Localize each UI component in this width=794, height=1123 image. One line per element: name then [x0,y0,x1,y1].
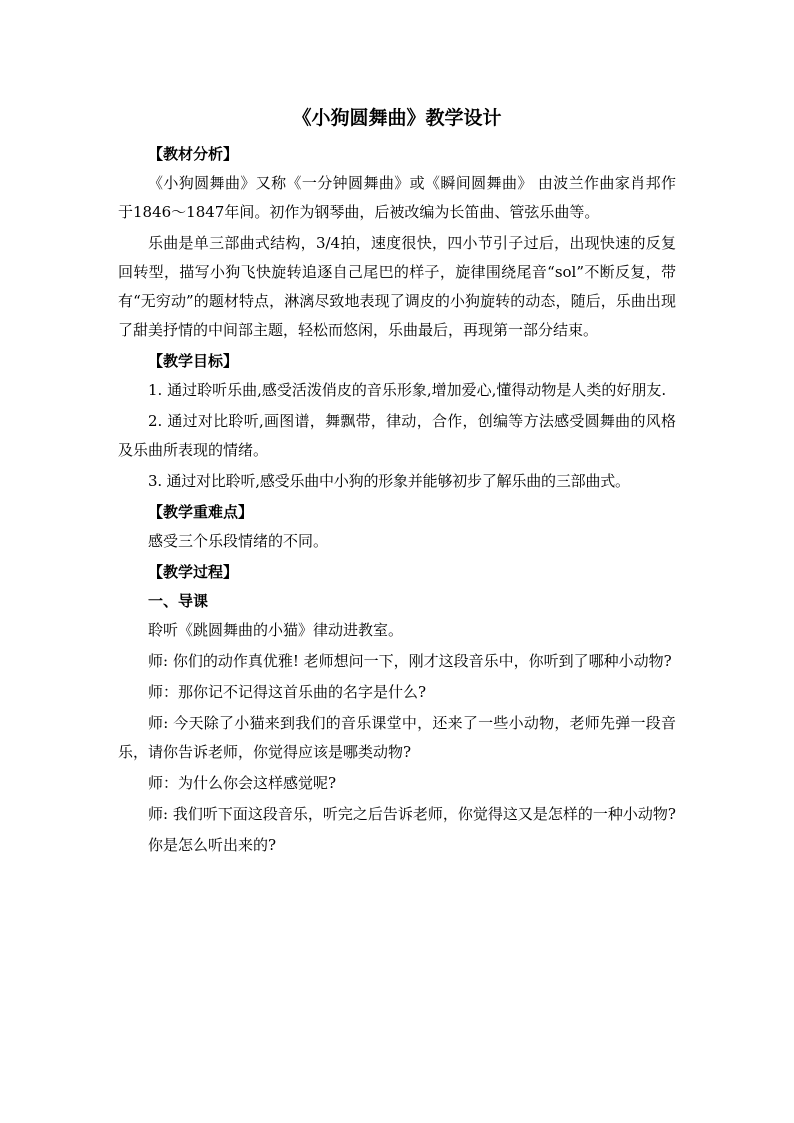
process-line: 聆听《跳圆舞曲的小猫》律动进教室。 [148,621,404,639]
goal-item-1: 1. 通过聆听乐曲,感受活泼俏皮的音乐形象,增加爱心,懂得动物是人类的好朋友. [148,381,667,399]
process-line: 师: 我们听下面这段音乐，听完之后告诉老师，你觉得这又是怎样的一种小动物? [148,805,676,823]
process-line: 师: 你们的动作真优雅! 老师想问一下，刚才这段音乐中，你听到了哪种小动物? [148,652,672,670]
document-title: 《小狗圆舞曲》教学设计 [292,107,502,129]
section-goals [118,347,676,496]
process-subheading-intro: 一、导课 [148,592,209,610]
key-points-text: 感受三个乐段情绪的不同。 [148,532,329,550]
section-heading-goals: 【教学目标】 [148,352,239,370]
analysis-paragraph-1: 《小狗圆舞曲》又称《一分钟圆舞曲》或《瞬间圆舞曲》 由波兰作曲家肖邦作于1846～1847年间。初作为钢琴曲，后被改编为长笛曲、管弦乐曲等。 [118,174,676,221]
section-heading-key-points: 【教学重难点】 [148,503,254,521]
goal-item-2: 2. 通过对比聆听,画图谱，舞飘带，律动，合作，创编等方法感受圆舞曲的风格及乐曲所表现的情绪。 [118,412,676,459]
document-body [118,104,676,862]
section-analysis [118,140,676,345]
section-key-points [118,498,676,556]
process-line: 师: 今天除了小猫来到我们的音乐课堂中，还来了一些小动物，老师先弹一段音乐，请你告诉老师，你觉得应该是哪类动物? [118,714,676,761]
process-line: 你是怎么听出来的? [148,836,277,854]
process-line: 师：那你记不记得这首乐曲的名字是什么? [148,683,427,701]
analysis-paragraph-2: 乐曲是单三部曲式结构，3/4拍，速度很快，四小节引子过后，出现快速的反复回转型，描写小狗飞快旋转追逐自己尾巴的样子，旋律围绕尾音“sol”不断反复，带有“无穷动”的题材特点，淋漓尽致地表现了调皮的小狗旋转的动态，随后，乐曲出现了甜美抒情的中间部主题，轻松而悠闲，乐曲最后，再现第一部分结束。 [118,234,676,339]
goal-item-3: 3. 通过对比聆听,感受乐曲中小狗的形象并能够初步了解乐曲的三部曲式。 [148,472,630,490]
section-heading-process: 【教学过程】 [148,563,239,581]
section-process [118,558,676,860]
process-line: 师：为什么你会这样感觉呢? [148,774,337,792]
section-heading-analysis: 【教材分析】 [148,145,239,163]
